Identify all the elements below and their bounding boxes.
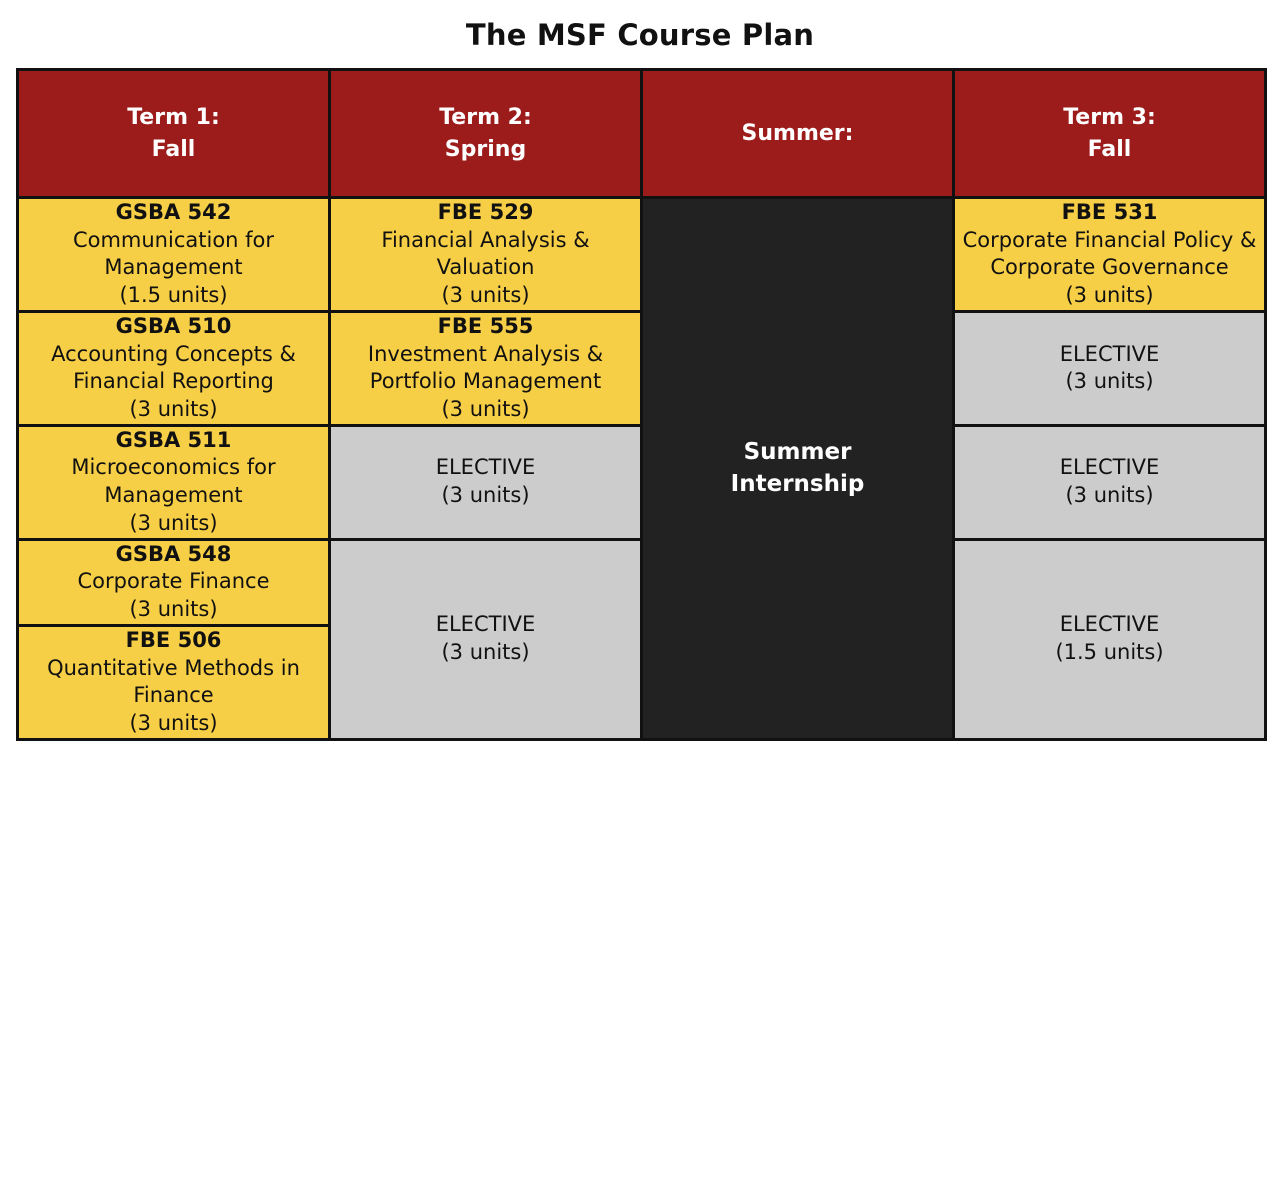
course-units: (3 units) <box>129 710 218 735</box>
course-plan-table <box>16 68 1267 741</box>
course-code: FBE 506 <box>125 627 222 652</box>
elective-units: (3 units) <box>1065 483 1154 508</box>
course-code: GSBA 511 <box>115 427 232 452</box>
course-code: GSBA 510 <box>115 313 232 338</box>
course-name: Corporate Financial Policy & Corporate Governance <box>962 227 1257 280</box>
course-cell-term2-1 <box>330 198 642 312</box>
elective-label: ELECTIVE <box>1059 612 1160 637</box>
table-row <box>18 198 1266 312</box>
elective-units: (3 units) <box>441 483 530 508</box>
course-cell-term1-4 <box>18 539 330 625</box>
column-header-term2-line1: Term 2: <box>439 104 532 130</box>
course-code: FBE 529 <box>437 200 534 224</box>
column-header-term3-line1: Term 3: <box>1063 104 1156 130</box>
course-code: GSBA 548 <box>115 541 232 566</box>
column-header-term1 <box>18 70 330 198</box>
column-header-term1-line1: Term 1: <box>127 104 220 130</box>
elective-units: (1.5 units) <box>1055 640 1164 665</box>
course-units: (1.5 units) <box>119 283 228 308</box>
course-name: Accounting Concepts & Financial Reporting <box>51 341 296 394</box>
elective-label: ELECTIVE <box>435 455 536 480</box>
elective-label: ELECTIVE <box>1059 455 1160 480</box>
elective-label: ELECTIVE <box>1059 341 1160 366</box>
course-units: (3 units) <box>441 283 530 308</box>
elective-cell-term3-2 <box>954 311 1266 425</box>
elective-cell-term3-4 <box>954 539 1266 739</box>
column-header-term3-line2: Fall <box>1087 136 1132 162</box>
course-name: Quantitative Methods in Finance <box>47 655 300 708</box>
column-header-summer-line1: Summer: <box>741 120 854 146</box>
column-header-summer <box>642 70 954 198</box>
course-name: Microeconomics for Management <box>71 455 276 508</box>
course-name: Investment Analysis & Portfolio Management <box>367 341 604 394</box>
course-units: (3 units) <box>1065 283 1154 308</box>
course-code: FBE 531 <box>1061 200 1158 224</box>
elective-label: ELECTIVE <box>435 612 536 637</box>
column-header-term1-line2: Fall <box>151 136 196 162</box>
elective-units: (3 units) <box>441 640 530 665</box>
elective-cell-term2-4 <box>330 539 642 739</box>
course-code: FBE 555 <box>437 313 534 338</box>
elective-cell-term3-3 <box>954 425 1266 539</box>
course-cell-term2-2 <box>330 311 642 425</box>
course-plan-table-wrapper <box>0 68 1280 741</box>
summer-internship-cell <box>642 198 954 740</box>
course-cell-term1-3 <box>18 425 330 539</box>
course-cell-term1-2 <box>18 311 330 425</box>
elective-units: (3 units) <box>1065 369 1154 394</box>
column-header-term2-line2: Spring <box>444 136 527 162</box>
column-header-term3 <box>954 70 1266 198</box>
course-units: (3 units) <box>129 510 218 535</box>
column-header-term2 <box>330 70 642 198</box>
course-name: Corporate Finance <box>77 569 270 594</box>
course-code: GSBA 542 <box>115 200 232 224</box>
course-name: Financial Analysis & Valuation <box>381 227 590 280</box>
course-cell-term1-5 <box>18 625 330 739</box>
summer-internship-label-line2: Internship <box>730 471 865 498</box>
summer-internship-label-line1: Summer <box>743 439 852 466</box>
course-cell-term1-1 <box>18 198 330 312</box>
elective-cell-term2-3 <box>330 425 642 539</box>
page-title: The MSF Course Plan <box>465 18 815 52</box>
course-units: (3 units) <box>441 397 530 422</box>
course-cell-term3-1 <box>954 198 1266 312</box>
course-units: (3 units) <box>129 597 218 622</box>
course-name: Communication for Management <box>72 227 275 280</box>
course-units: (3 units) <box>129 397 218 422</box>
table-header-row <box>18 70 1266 198</box>
